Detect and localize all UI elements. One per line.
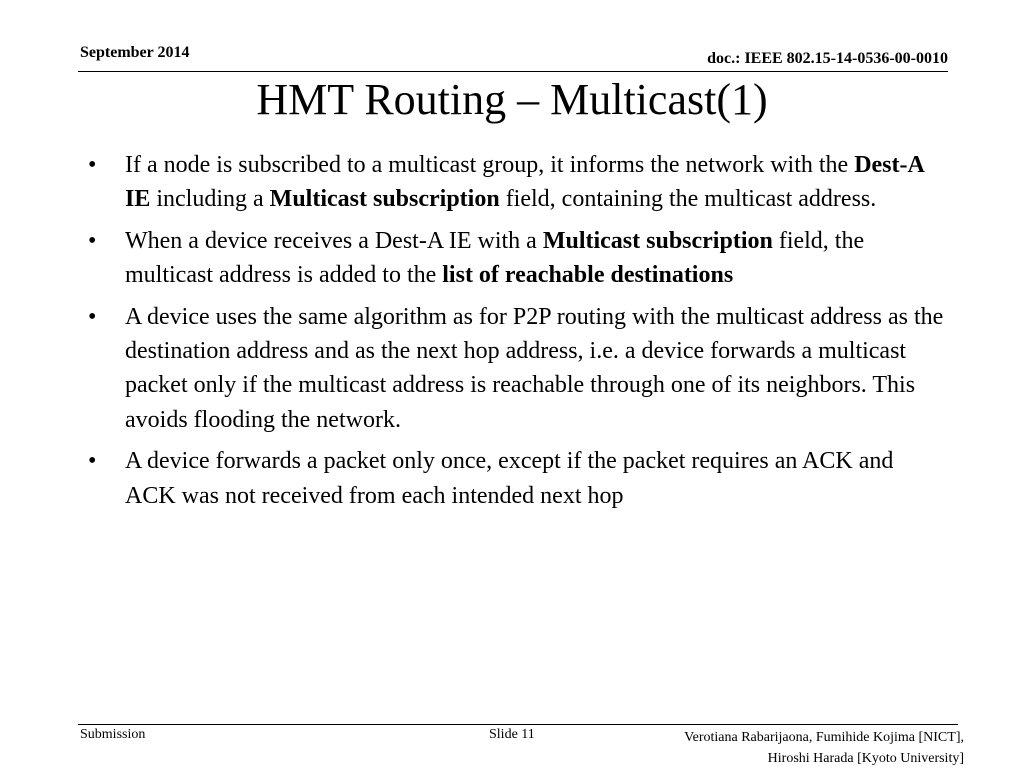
bullet-list (88, 148, 948, 520)
bullet-text: including a (150, 186, 270, 213)
bullet-marker: • (88, 448, 97, 475)
bullet-text: A device uses the same algorithm as for P2P routing with the multicast address as the destination address and as the next hop address, i.e. a device forwards a multicast packet only if the multicast address is reachable through one of its neighbors. This avoids flooding the network. (125, 303, 944, 433)
bullet-text: When a device receives a Dest-A IE with a (125, 227, 543, 254)
footer-submission: Submission (80, 727, 146, 742)
bullet-item (88, 444, 948, 513)
bullet-item (88, 148, 948, 217)
header-date: September 2014 (80, 44, 190, 61)
bullet-text-bold: Multicast subscription (542, 227, 773, 254)
footer-authors-line-1: Verotiana Rabarijaona, Fumihide Kojima [NICT], (684, 730, 964, 745)
bullet-text: field, the multicast address is added to the (125, 227, 865, 289)
footer-authors (684, 727, 964, 769)
bullet-marker: • (88, 227, 97, 254)
bullet-marker: • (88, 303, 97, 330)
bullet-marker: • (88, 152, 97, 178)
bullet-text-bold: list of reachable destinations (442, 262, 734, 289)
bullet-text: field, containing the multicast address. (499, 186, 877, 213)
bullet-text-bold: Dest-A IE (125, 152, 924, 213)
bullet-text: A device forwards a packet only once, except if the packet requires an ACK and ACK was not received from each intended next hop (125, 448, 894, 509)
bullet-text-bold: Multicast subscription (269, 186, 500, 213)
bullet-text: If a node is subscribed to a multicast group, it informs the network with the (125, 152, 855, 178)
footer-slide-number: Slide 11 (489, 727, 535, 742)
slide-title: HMT Routing – Multicast(1) (256, 75, 768, 124)
bullet-item (88, 224, 948, 293)
bullet-item (88, 300, 948, 438)
header-doc-id: doc.: IEEE 802.15-14-0536-00-0010 (707, 50, 948, 67)
footer-divider (78, 724, 958, 725)
footer-authors-line-2: Hiroshi Harada [Kyoto University] (767, 751, 964, 766)
